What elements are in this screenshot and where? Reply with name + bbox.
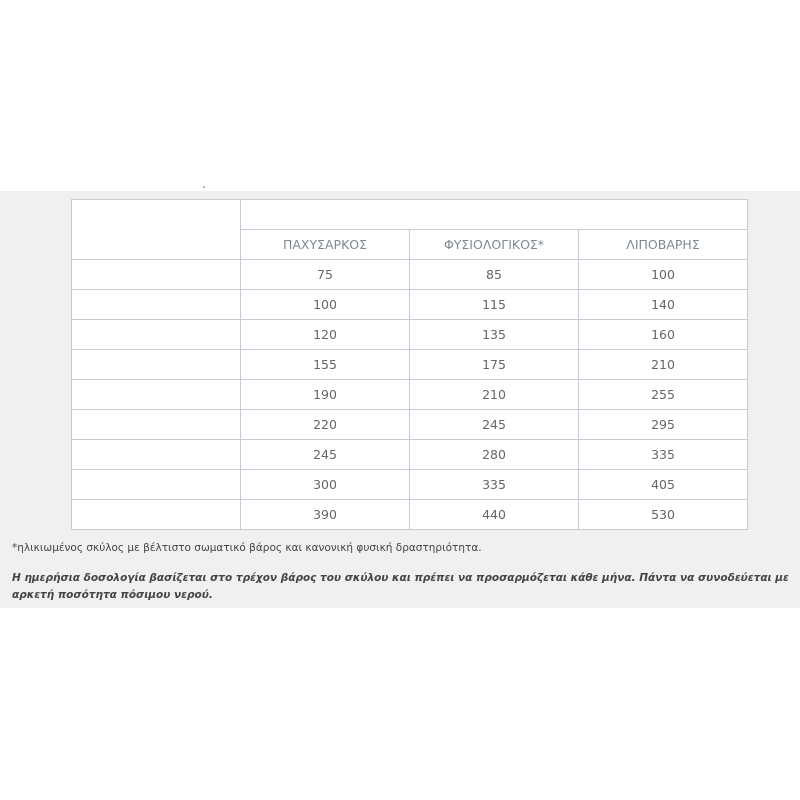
value-cell-underweight: 160 (579, 320, 748, 350)
table-row (72, 440, 748, 470)
value-cell-obese: 390 (241, 500, 410, 530)
value-cell-underweight: 210 (579, 350, 748, 380)
feeding-advice: Η ημερήσια δοσολογία βασίζεται στο τρέχον βάρος του σκύλου και πρέπει να προσαρμόζεται κάθε μήνα. Πάντα να συνοδεύεται με αρκετή ποσότητα πόσιμου νερού. (12, 572, 789, 601)
stray-dot (203, 186, 205, 188)
column-header-normal: ΦΥΣΙΟΛΟΓΙΚΟΣ* (410, 230, 579, 260)
dosage-column-header: ΗΜΕΡΗΣΙΑ ΔΟΣΟΛΟΓΙΑ (G/ΗΜΕΡΑ)* (241, 200, 748, 230)
table-row (72, 260, 748, 290)
value-cell-normal: 175 (410, 350, 579, 380)
value-cell-obese: 155 (241, 350, 410, 380)
value-cell-underweight: 255 (579, 380, 748, 410)
weight-cell: 15 (72, 350, 241, 380)
value-cell-underweight: 335 (579, 440, 748, 470)
value-cell-obese: 245 (241, 440, 410, 470)
value-cell-obese: 300 (241, 470, 410, 500)
value-cell-obese: 120 (241, 320, 410, 350)
weight-cell: 8 (72, 290, 241, 320)
value-cell-normal: 85 (410, 260, 579, 290)
value-cell-normal: 115 (410, 290, 579, 320)
weight-cell: 5 (72, 260, 241, 290)
value-cell-underweight: 530 (579, 500, 748, 530)
table-row (72, 320, 748, 350)
weight-cell: 10 (72, 320, 241, 350)
table-row (72, 410, 748, 440)
table-row (72, 290, 748, 320)
dosage-table (71, 199, 748, 530)
value-cell-underweight: 405 (579, 470, 748, 500)
table-row (72, 380, 748, 410)
table-row (72, 350, 748, 380)
column-header-underweight: ΛΙΠΟΒΑΡΗΣ (579, 230, 748, 260)
weight-cell: 60 (72, 500, 241, 530)
value-cell-obese: 220 (241, 410, 410, 440)
weight-cell: 40 (72, 470, 241, 500)
value-cell-underweight: 295 (579, 410, 748, 440)
weight-cell: 20 (72, 380, 241, 410)
column-header-obese: ΠΑΧΥΣΑΡΚΟΣ (241, 230, 410, 260)
value-cell-underweight: 100 (579, 260, 748, 290)
value-cell-normal: 280 (410, 440, 579, 470)
value-cell-underweight: 140 (579, 290, 748, 320)
table-row (72, 470, 748, 500)
footnote: *ηλικιωμένος σκύλος με βέλτιστο σωματικό βάρος και κανονική φυσική δραστηριότητα. (12, 542, 482, 554)
value-cell-normal: 210 (410, 380, 579, 410)
weight-cell: 30 (72, 440, 241, 470)
value-cell-normal: 245 (410, 410, 579, 440)
table-header-row (72, 200, 748, 230)
weight-column-header: ΒΑΡΟΣ ΤΟΥ ΣΚΥΛΟΥ (KG) (72, 200, 241, 260)
value-cell-obese: 75 (241, 260, 410, 290)
table-row (72, 500, 748, 530)
weight-cell: 25 (72, 410, 241, 440)
value-cell-normal: 135 (410, 320, 579, 350)
value-cell-obese: 100 (241, 290, 410, 320)
value-cell-normal: 440 (410, 500, 579, 530)
value-cell-obese: 190 (241, 380, 410, 410)
value-cell-normal: 335 (410, 470, 579, 500)
